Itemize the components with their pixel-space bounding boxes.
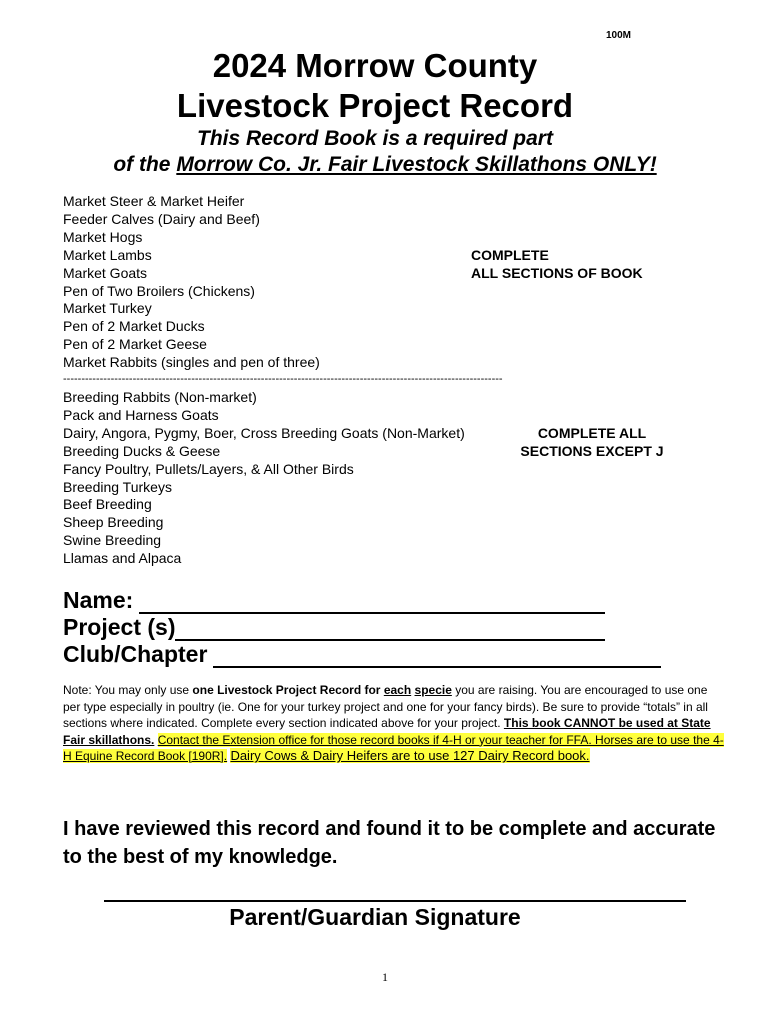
list-item: Beef Breeding xyxy=(63,496,152,513)
note-highlight: Contact the Extension office for those record books if 4-H or your teacher for FFA. Horses are to use the 4-H Equine Record Book [190R]. xyxy=(63,732,724,763)
list-item: Feeder Calves (Dairy and Beef) xyxy=(63,210,260,227)
club-label: Club/Chapter xyxy=(63,641,208,667)
list-item: Market Hogs xyxy=(63,228,143,245)
breeding-instruction xyxy=(514,425,670,460)
subtitle-prefix: of the xyxy=(113,153,177,176)
page-title-line-2: Livestock Project Record xyxy=(176,87,574,124)
review-statement: I have reviewed this record and found it to be complete and accurate to the best of my knowledge. xyxy=(63,818,716,868)
form-code: 100M xyxy=(606,30,632,41)
club-field[interactable] xyxy=(63,640,661,668)
list-item: Sheep Breeding xyxy=(63,514,164,531)
list-item: Market Turkey xyxy=(63,300,152,317)
instruction-line: COMPLETE xyxy=(471,247,549,263)
note-bold-underlined: specie xyxy=(414,683,452,697)
list-item: Dairy, Angora, Pygmy, Boer, Cross Breeding Goats (Non-Market) xyxy=(63,424,465,441)
market-project-list xyxy=(63,193,320,372)
list-item: Fancy Poultry, Pullets/Layers, & All Other Birds xyxy=(63,460,354,477)
breeding-project-list xyxy=(63,389,465,568)
list-item: Breeding Turkeys xyxy=(63,478,172,495)
subtitle-line-2 xyxy=(0,152,770,178)
subtitle-line-1: This Record Book is a required part xyxy=(197,127,553,150)
instruction-line: COMPLETE ALL xyxy=(537,425,647,441)
signature-label: Parent/Guardian Signature xyxy=(229,904,521,930)
section-divider: ------------------------------------------------------------------------------------------------------------------------ xyxy=(63,373,503,385)
list-item: Llamas and Alpaca xyxy=(63,550,182,567)
list-item: Market Lambs xyxy=(63,246,152,263)
club-blank-line[interactable] xyxy=(213,646,661,668)
list-item: Market Goats xyxy=(63,264,148,281)
note-text: you are raising. You are encouraged to use one per type especially in poultry (ie. One for your turkey project and one for your fancy birds). Be sure to provide “totals” in all sections where indicated. Complete every section indicated above for your project. xyxy=(63,683,708,730)
note-highlight-dairy: Dairy Cows & Dairy Heifers are to use 127 Dairy Record book. xyxy=(230,748,590,763)
note-bold-warning: This book CANNOT be used at State Fair skillathons. xyxy=(63,716,711,747)
list-item: Market Rabbits (singles and pen of three) xyxy=(63,354,320,371)
list-item: Breeding Rabbits (Non-market) xyxy=(63,389,257,405)
note-bold: one Livestock Project Record for xyxy=(192,683,384,697)
project-blank-line[interactable] xyxy=(175,619,605,641)
list-item: Pen of Two Broilers (Chickens) xyxy=(63,282,255,299)
project-field[interactable] xyxy=(63,613,605,641)
list-item: Pen of 2 Market Ducks xyxy=(63,318,205,335)
list-item: Pen of 2 Market Geese xyxy=(63,336,207,353)
subtitle-underlined: Morrow Co. Jr. Fair Livestock Skillathons ONLY! xyxy=(176,153,657,176)
project-label: Project (s) xyxy=(63,614,176,640)
name-label: Name: xyxy=(63,587,134,613)
page-title-line-1: 2024 Morrow County xyxy=(212,47,538,84)
market-instruction xyxy=(471,247,643,282)
signature-line[interactable] xyxy=(104,900,686,902)
list-item: Market Steer & Market Heifer xyxy=(63,193,245,209)
note-text: Note: You may only use xyxy=(63,683,193,697)
instruction-line: ALL SECTIONS OF BOOK xyxy=(471,264,643,281)
name-blank-line[interactable] xyxy=(139,592,605,614)
list-item: Breeding Ducks & Geese xyxy=(63,442,221,459)
instructions-note xyxy=(63,682,727,765)
note-bold-underlined: each xyxy=(383,683,412,697)
name-field[interactable] xyxy=(63,586,605,614)
page-number: 1 xyxy=(382,970,388,984)
list-item: Pack and Harness Goats xyxy=(63,406,219,423)
list-item: Swine Breeding xyxy=(63,532,162,549)
instruction-line: SECTIONS EXCEPT J xyxy=(520,442,664,459)
